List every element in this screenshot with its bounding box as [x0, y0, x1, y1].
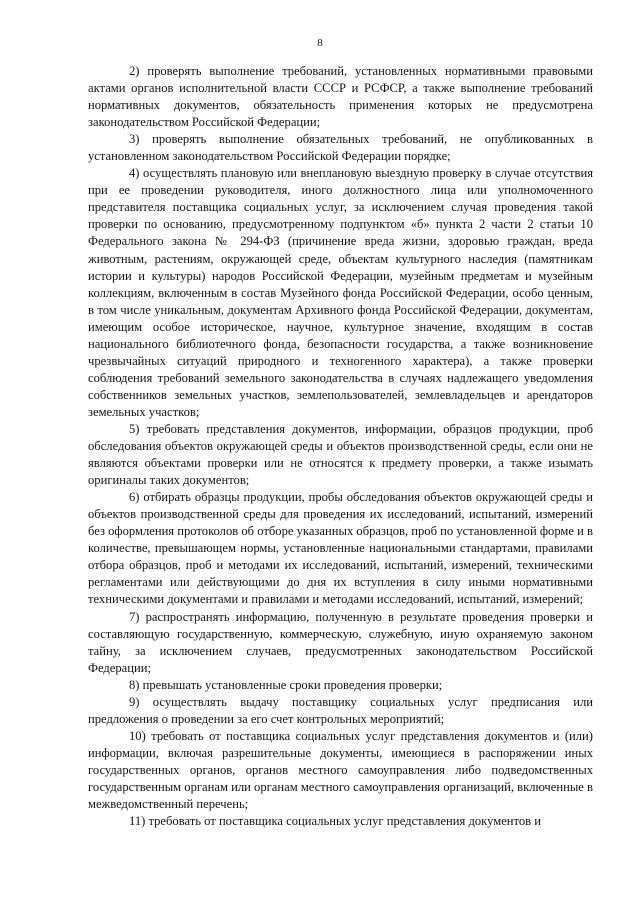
list-item-8: 8) превышать установленные сроки проведения проверки; [129, 677, 443, 692]
document-body [88, 63, 593, 830]
list-item-10: 10) требовать от поставщика социальных услуг представления документов и (или) информации, включая разрешительные документы, имеющиеся в распоряжении иных государственных органов, органов местного самоуправления либо подведомственных государственным органам или органам местного самоуправления организаций, включенные в межведомственный перечень; [88, 728, 593, 812]
list-item-7: 7) распространять информацию, полученную в результате проведения проверки и составляющую государственную, коммерческую, служебную, иную охраняемую законом тайну, за исключением случаев, предусмотренных законодательством Российской Федерации; [88, 609, 593, 675]
list-item-6: 6) отбирать образцы продукции, пробы обследования объектов окружающей среды и объектов производственной среды для проведения их исследований, испытаний, измерений без оформления протоколов об отборе указанных образцов, проб по установленной форме и в количестве, превышающем нормы, установленные национальными стандартами, правилами отбора образцов, проб и методами их исследований, испытаний, измерений, техническими регламентами или действующими до дня их вступления в силу иными нормативными техническими документами и правилами и методами исследований, испытаний, измерений; [88, 490, 593, 607]
list-item-9: 9) осуществлять выдачу поставщику социальных услуг предписания или предложения о проведении за его счет контрольных мероприятий; [88, 694, 593, 726]
list-item-3: 3) проверять выполнение обязательных требований, не опубликованных в установленном законодательством Российской Федерации порядке; [88, 132, 593, 164]
page-number: 8 [317, 37, 323, 49]
list-item-4: 4) осуществлять плановую или внеплановую выездную проверку в случае отсутствия при ее проведении руководителя, иного должностного лица или уполномоченного представителя поставщика социальных услуг, за исключением случая проведения такой проверки по основанию, предусмотренному подпунктом «б» пункта 2 части 2 статьи 10 Федерального закона № 294-ФЗ (причинение вреда жизни, здоровью граждан, вреда животным, растениям, окружающей среде, объектам культурного наследия (памятникам истории и культуры) народов Российской Федерации, музейным предметам и музейным коллекциям, включенным в состав Музейного фонда Российской Федерации, особо ценным, в том числе уникальным, документам Архивного фонда Российской Федерации, документам, имеющим особое историческое, научное, культурное значение, входящим в состав национального библиотечного фонда, безопасности государства, а также возникновение чрезвычайных ситуаций природного и техногенного характера), а также проверки соблюдения требований земельного законодательства в случаях надлежащего уведомления собственников земельных участков, землепользователей, землевладельцев и арендаторов земельных участков; [88, 166, 593, 419]
list-item-5: 5) требовать представления документов, информации, образцов продукции, проб обследования объектов окружающей среды и объектов производственной среды, если они не являются объектами проверки или не относятся к предмету проверки, а также изымать оригиналы таких документов; [88, 421, 593, 488]
list-item-11: 11) требовать от поставщика социальных услуг представления документов и [129, 814, 542, 829]
list-item-2: 2) проверять выполнение требований, установленных нормативными правовыми актами органов исполнительной власти СССР и РСФСР, а также выполнение требований нормативных документов, обязательность применения которых не предусмотрена законодательством Российской Федерации; [88, 64, 593, 130]
